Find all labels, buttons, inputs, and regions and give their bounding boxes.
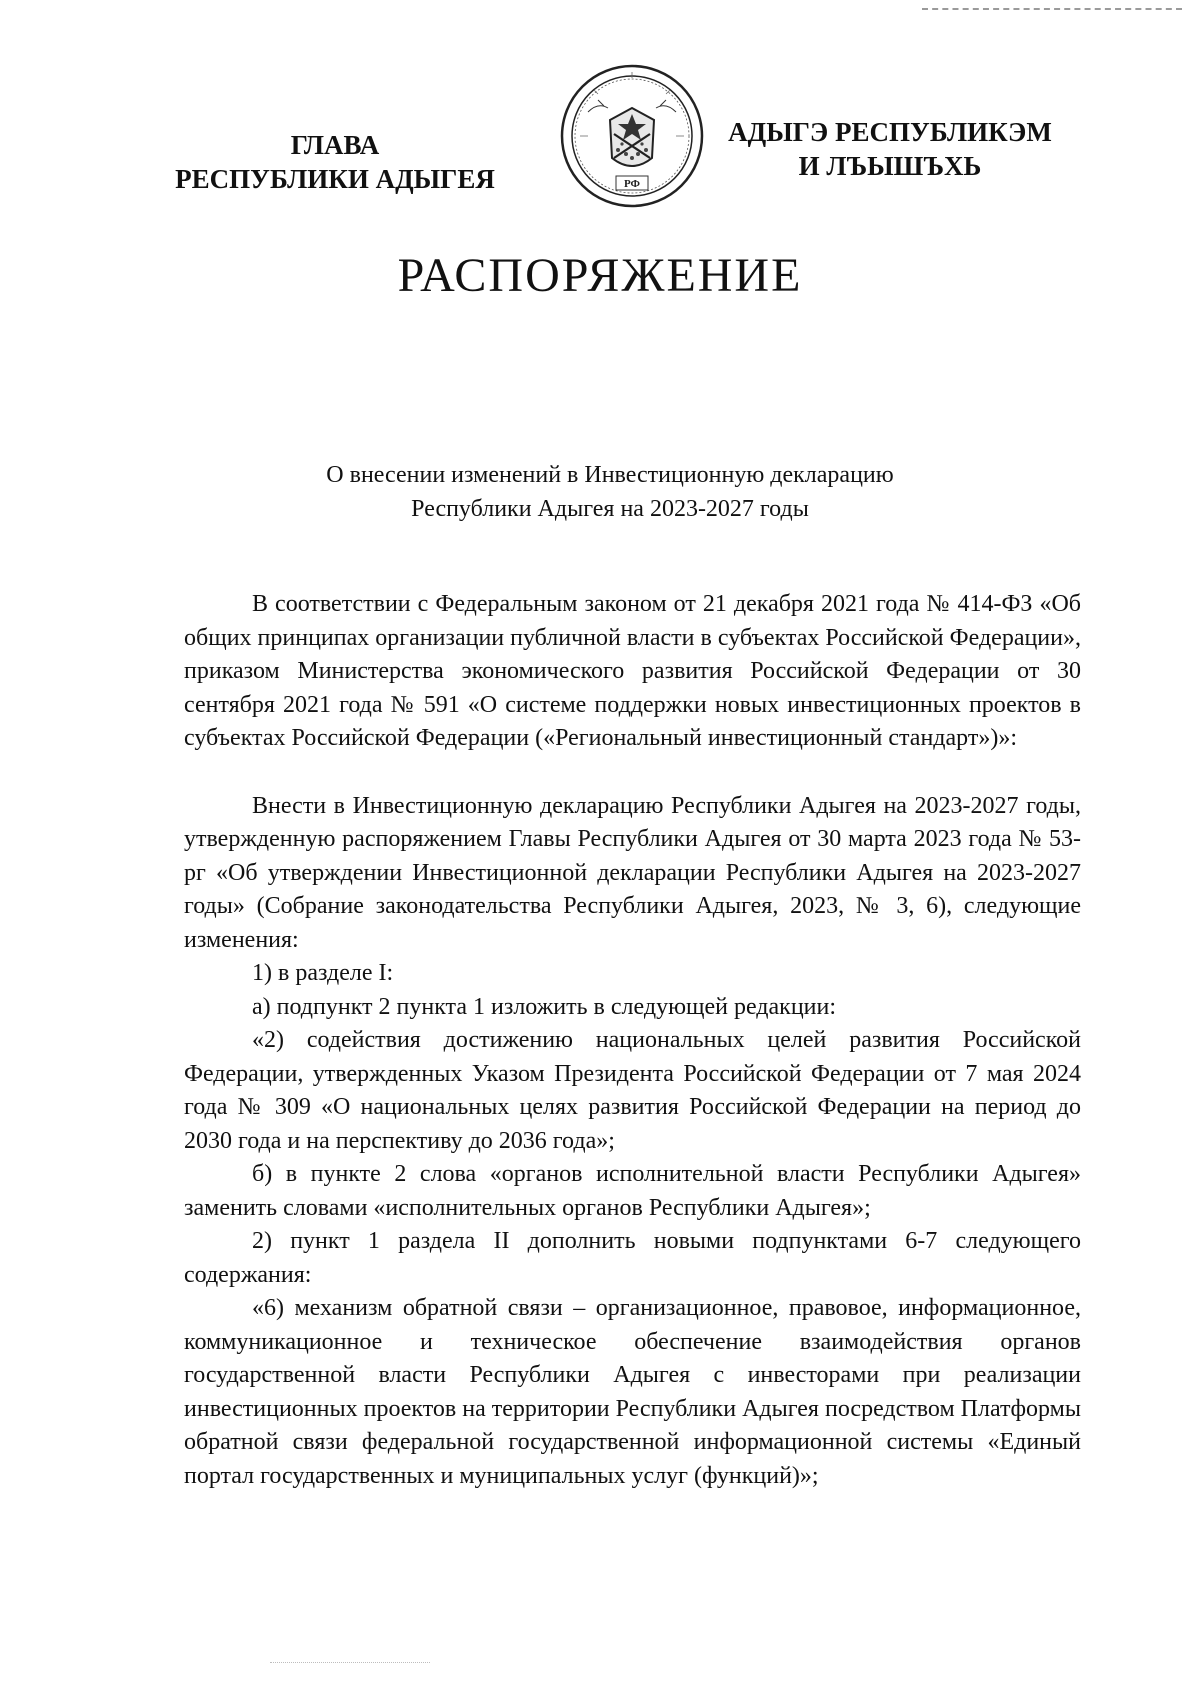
document-header [0,60,1200,240]
document-body [184,588,1081,1493]
issuer-russian-line: ГЛАВА [290,130,380,160]
body-paragraph-quote-6: «6) механизм обратной связи – организационное, правовое, информационное, коммуникационное и техническое обеспечение взаимодействия органов государственной власти Республики Адыгея с инвесторами при реализации инвестиционных проектов на территории Республики Адыгея посредством Платформы обратной связи федеральной государственной информационной системы «Единый портал государственных и муниципальных услуг (функций)»; [184,1295,1081,1489]
subject-line: Республики Адыгея на 2023-2027 годы [411,496,809,522]
body-paragraph-resolution: Внести в Инвестиционную декларацию Республики Адыгея на 2023-2027 годы, утвержденную распоряжением Главы Республики Адыгея от 30 марта 2023 года № 53-рг «Об утверждении Инвестиционной декларации Республики Адыгея на 2023-2027 годы» (Собрание законодательства Республики Адыгея, 2023, № 3, 6), следующие изменения: [184,792,1081,953]
body-paragraph-subitem-b: б) в пункте 2 слова «органов исполнительной власти Республики Адыгея» заменить словами «исполнительных органов Республики Адыгея»; [184,1161,1081,1221]
scan-noise [270,1662,430,1663]
subject-line: О внесении изменений в Инвестиционную декларацию [326,462,894,488]
issuer-russian [150,128,520,196]
issuer-russian-line: РЕСПУБЛИКИ АДЫГЕЯ [175,164,495,194]
body-paragraph-subitem-a: а) подпункт 2 пункта 1 изложить в следующей редакции: [252,993,837,1020]
issuer-adyghe-line: И ЛЪЫШЪХЬ [798,151,982,181]
body-paragraph-item-2: 2) пункт 1 раздела II дополнить новыми подпунктами 6-7 следующего содержания: [184,1228,1081,1288]
body-paragraph-item-1: 1) в разделе I: [252,960,394,986]
body-paragraph-quote-2: «2) содействия достижению национальных целей развития Российской Федерации, утвержденных Указом Президента Российской Федерации от 7 мая 2024 года № 309 «О национальных целях развития Российской Федерации на период до 2030 года и на перспективу до 2036 года»; [184,1027,1081,1154]
issuer-adyghe [700,115,1080,183]
issuer-adyghe-line: АДЫГЭ РЕСПУБЛИКЭМ [728,117,1052,147]
document-title: РАСПОРЯЖЕНИЕ [397,249,803,302]
coat-of-arms-icon [558,62,706,210]
document-subject [240,458,980,526]
body-paragraph-preamble: В соответствии с Федеральным законом от 21 декабря 2021 года № 414-ФЗ «Об общих принципах организации публичной власти в субъектах Российской Федерации», приказом Министерства экономического развития Российской Федерации от 30 сентября 2021 года № 591 «О системе поддержки новых инвестиционных проектов в субъектах Российской Федерации («Региональный инвестиционный стандарт»)»: [184,591,1081,751]
scan-edge-mark [922,8,1182,10]
emblem-label: РФ [624,178,640,190]
